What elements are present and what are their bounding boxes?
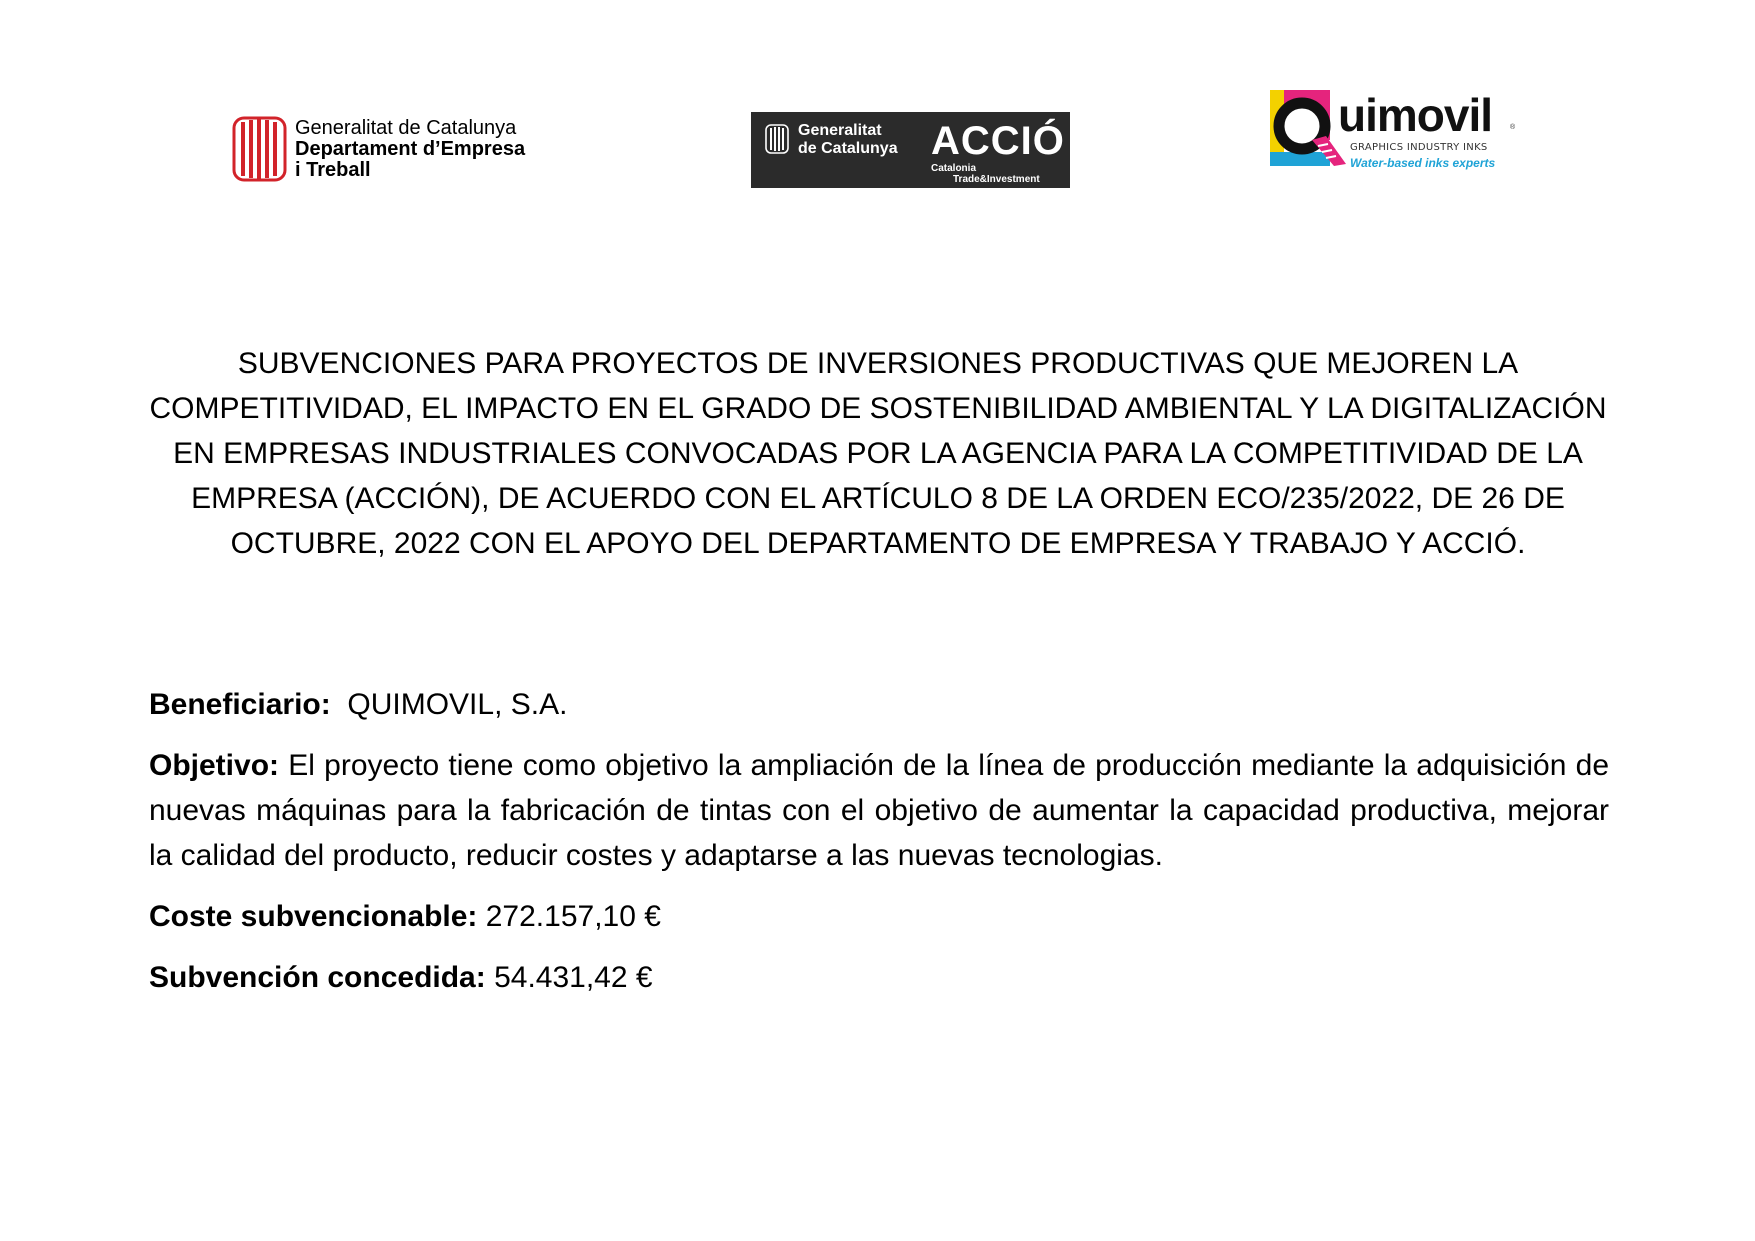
- gencat-line-2: Departament d’Empresa: [295, 137, 526, 160]
- accio-wordmark: ACCIÓ: [931, 119, 1065, 163]
- quimovil-wordmark: uimovil: [1338, 89, 1493, 141]
- gencat-departament-logo: [232, 116, 525, 182]
- gencat-logo-text: [295, 118, 525, 181]
- grant-details: [149, 682, 1609, 1000]
- quimovil-tagline: Water-based inks experts: [1350, 156, 1496, 170]
- quimovil-logo: [1268, 86, 1518, 178]
- registered-mark-icon: ®: [1510, 124, 1516, 131]
- subvencion-row: [149, 955, 1609, 1000]
- gencat-mini-shield-icon: [765, 124, 789, 154]
- quimovil-subtitle: GRAPHICS INDUSTRY INKS: [1350, 142, 1488, 153]
- accio-tagline-2: Trade&Investment: [953, 174, 1040, 185]
- accio-logo: [751, 112, 1070, 188]
- accio-gencat-line-1: Generalitat: [798, 122, 882, 139]
- accio-gencat-line-2: de Catalunya: [798, 140, 898, 157]
- gencat-shield-icon: [232, 116, 287, 182]
- accio-tagline: [931, 163, 1040, 185]
- gencat-line-1: Generalitat de Catalunya: [295, 116, 517, 139]
- accio-tagline-1: Catalonia: [931, 163, 977, 174]
- accio-gencat-text: [798, 122, 898, 158]
- objetivo-label: Objetivo:: [149, 749, 280, 782]
- coste-row: [149, 894, 1609, 939]
- subvencion-value: 54.431,42 €: [494, 961, 653, 994]
- beneficiario-row: [149, 682, 1609, 727]
- beneficiario-label: Beneficiario:: [149, 688, 331, 721]
- objetivo-value: El proyecto tiene como objetivo la ampliación de la línea de producción mediante la adquisición de nuevas máquinas para la fabricación de tintas con el objetivo de aumentar la capacidad productiva, mejorar la calidad del producto, reducir costes y adaptarse a las nuevas tecnologias.: [149, 749, 1609, 872]
- beneficiario-value: QUIMOVIL, S.A.: [347, 688, 568, 721]
- gencat-line-3: i Treball: [295, 158, 371, 181]
- coste-value: 272.157,10 €: [485, 900, 661, 933]
- document-title: SUBVENCIONES PARA PROYECTOS DE INVERSIONES PRODUCTIVAS QUE MEJOREN LA COMPETITIVIDAD, EL IMPACTO EN EL GRADO DE SOSTENIBILIDAD AMBIENTAL Y LA DIGITALIZACIÓN EN EMPRESAS INDUSTRIALES CONVOCADAS POR LA AGENCIA PARA LA COMPETITIVIDAD DE LA EMPRESA (ACCIÓN), DE ACUERDO CON EL ARTÍCULO 8 DE LA ORDEN ECO/235/2022, DE 26 DE OCTUBRE, 2022 CON EL APOYO DEL DEPARTAMENTO DE EMPRESA Y TRABAJO Y ACCIÓ.: [149, 347, 1607, 560]
- objetivo-row: [149, 743, 1609, 878]
- coste-label: Coste subvencionable:: [149, 900, 478, 933]
- subvencion-label: Subvención concedida:: [149, 961, 486, 994]
